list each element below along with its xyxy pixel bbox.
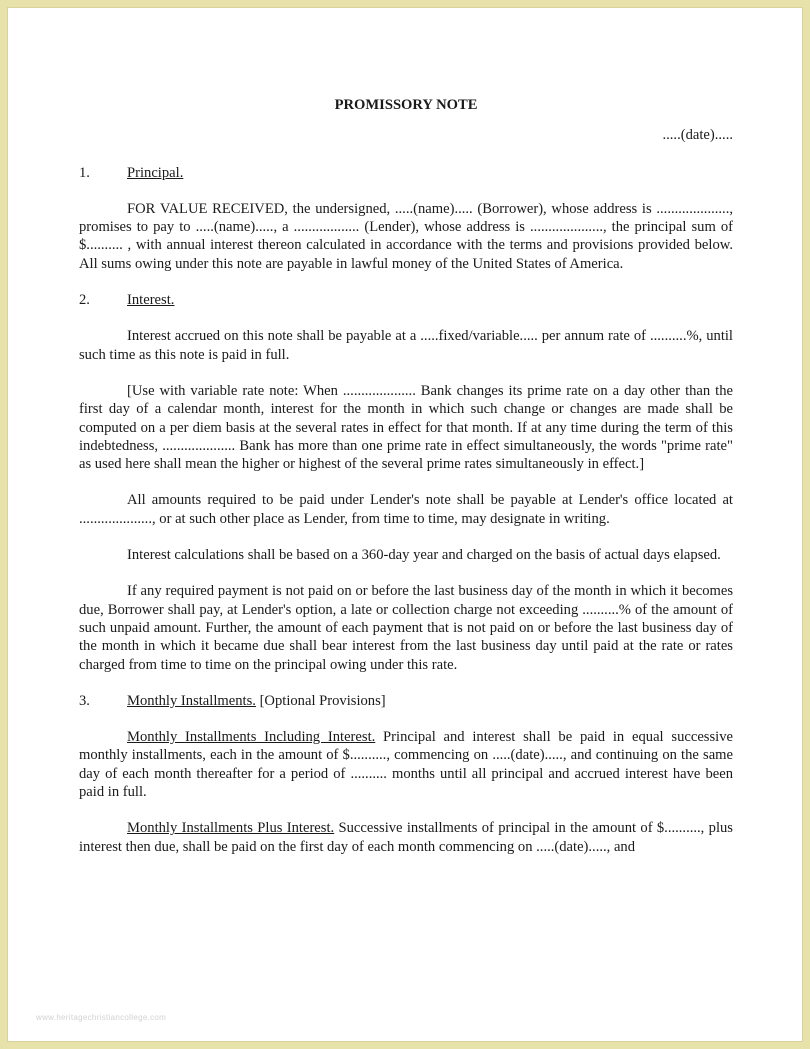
paragraph-payment-location: All amounts required to be paid under Lender's note shall be payable at Lender's office located at ...................., or at such other place as Lender, from time to time, may designate in writing. [79, 492, 733, 527]
section-heading-monthly-installments [79, 692, 733, 710]
paragraph-installments-including-interest [79, 728, 733, 801]
section-heading-interest [79, 291, 733, 309]
subparagraph-text: Principal and interest shall be paid in equal successive monthly installments, each in the amount of $.........., commencing on .....(date)....., and continuing on the same day of each month thereafter for a period of .......... months until all principal and accrued interest have been paid in full. [79, 729, 733, 801]
section-number: 2. [79, 292, 90, 309]
subparagraph-text: Successive installments of principal in the amount of $.........., plus interest then due, shall be paid on the first day of each month commencing on .....(date)....., and [79, 820, 733, 855]
section-title: Monthly Installments. [127, 692, 256, 709]
date-placeholder: .....(date)..... [662, 127, 733, 144]
paragraph-principal: FOR VALUE RECEIVED, the undersigned, .....(name)..... (Borrower), whose address is ...................., promises to pay to .....(name)....., a .................. (Lender), whose address is ...................., the principal sum of $.......... , with annual interest thereon calculated in accordance with the terms and provisions provided below. All sums owing under this note are payable in lawful money of the United States of America. [79, 200, 733, 272]
subparagraph-lead: Monthly Installments Including Interest. [127, 729, 376, 746]
section-heading-principal [79, 164, 733, 182]
paragraph-late-charge: If any required payment is not paid on or before the last business day of the month in which it becomes due, Borrower shall pay, at Lender's option, a late or collection charge not exceeding ..........% of the amount of such unpaid amount. Further, the amount of each payment that is not paid on or before the last business day of the month in which it became due shall bear interest from the last business day until paid at the rate or rates charged from time to time on the principal owing under this rate. [79, 583, 733, 673]
section-number: 3. [79, 692, 90, 709]
paragraph-installments-plus-interest [79, 819, 733, 856]
paragraph-interest-calculation: Interest calculations shall be based on a 360-day year and charged on the basis of actual days elapsed. [127, 547, 721, 564]
section-title: Interest. [127, 292, 175, 309]
document-title: PROMISSORY NOTE [334, 97, 478, 113]
paragraph-interest-rate: Interest accrued on this note shall be payable at a .....fixed/variable..... per annum rate of ..........%, until such time as this note is paid in full. [79, 328, 733, 363]
paragraph-variable-rate: [Use with variable rate note: When .................... Bank changes its prime rate on a day other than the first day of a calendar month, interest for the month in which such change or changes are made shall be computed on a per diem basis at the several rates in effect for that month. If at any time during the term of this indebtedness, .................... Bank has more than one prime rate in effect simultaneously, the words "prime rate" as used here shall mean the higher or highest of the several prime rates simultaneously in effect.] [79, 382, 733, 473]
subparagraph-lead: Monthly Installments Plus Interest. [127, 820, 335, 837]
watermark: www.heritagechristiancollege.com [36, 1012, 167, 1022]
document-page [8, 8, 802, 1041]
section-title-wrapper [127, 692, 386, 710]
section-title-suffix: [Optional Provisions] [255, 692, 386, 709]
section-number: 1. [79, 164, 90, 181]
section-title: Principal. [127, 164, 184, 181]
